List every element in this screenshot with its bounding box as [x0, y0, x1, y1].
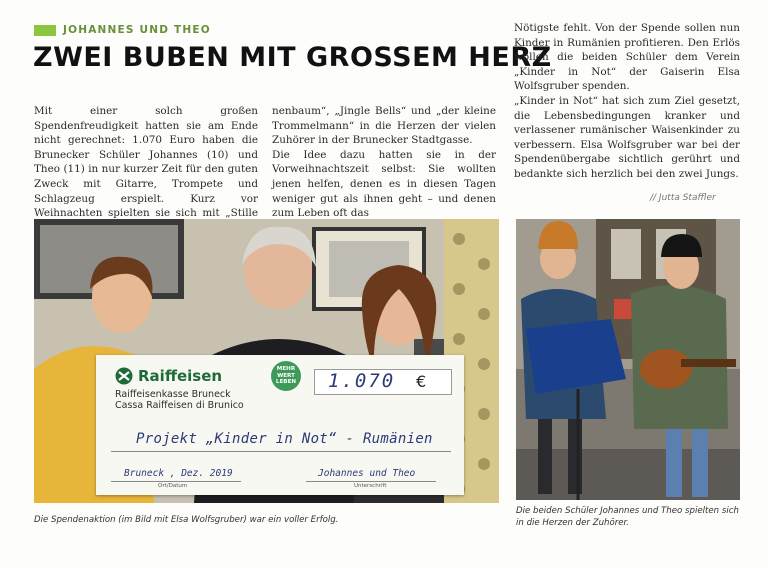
caption-photo-1: Die Spendenaktion (im Bild mit Elsa Wolfsgruber) war ein voller Erfolg.	[34, 515, 339, 525]
signature-label: Unterschrift	[354, 483, 387, 489]
column-2-paragraph-1: nenbaum“, „Jingle Bells“ und „der kleine Trommelmann“ in die Herzen der vielen Zuhörer in der Brunecker Stadtgasse.	[272, 105, 496, 147]
raiffeisen-gable-icon	[115, 367, 133, 385]
bank-branch	[115, 389, 244, 411]
mehr-wert-leben-badge: MEHR WERT LEBEN	[271, 361, 301, 391]
bank-line-1: Raiffeisenkasse Bruneck	[115, 389, 231, 400]
raiffeisen-logo	[115, 367, 222, 385]
column-2	[272, 104, 496, 221]
photo-street-performance	[516, 219, 740, 500]
check-amount: 1.070	[328, 370, 396, 392]
check-place-date: Bruneck , Dez. 2019	[124, 468, 233, 479]
check-purpose: Projekt „Kinder in Not“ - Rumänien	[136, 431, 433, 447]
signature-line	[306, 481, 436, 482]
currency-symbol: €	[416, 372, 427, 391]
column-3	[514, 21, 740, 182]
bank-name: Raiffeisen	[138, 367, 223, 385]
place-line	[111, 481, 241, 482]
donation-check	[96, 355, 464, 495]
place-label: Ort/Datum	[158, 483, 188, 489]
check-signature: Johannes und Theo	[318, 468, 416, 479]
bank-line-2: Cassa Raiffeisen di Brunico	[115, 400, 244, 411]
caption-photo-2: Die beiden Schüler Johannes und Theo spielten sich in die Herzen der Zuhörer.	[516, 506, 739, 528]
column-2-paragraph-2: Die Idee dazu hatten sie in der Vorweihnachtszeit selbst: Sie wollten jenen helfen, denen es in diesen Tagen weniger gut als ihnen geht – und denen zum Leben oft das	[272, 148, 496, 220]
column-1	[34, 104, 258, 235]
kicker-text: JOHANNES UND THEO	[63, 24, 211, 36]
kicker-bar	[34, 25, 56, 36]
byline: // Jutta Staffler	[650, 193, 716, 203]
column-3-paragraph-1: Nötigste fehlt. Von der Spende sollen nun Kinder in Rumänien profitieren. Den Erlös wollen die beiden Schüler dem Verein „Kinder in Not“ der Gaiserin Elsa Wolfsgruber spenden.	[514, 22, 740, 93]
photo-street-scene	[516, 219, 740, 500]
column-3-paragraph-2: „Kinder in Not“ hat sich zum Ziel gesetzt, die Lebensbedingungen kranker und verlassener rumänischer Waisenkinder zu verbessern. Elsa Wolfsgruber war bei der Spendenübergabe sichtlich gerührt und bedankte sich herzlich bei den zwei Jungs.	[514, 94, 740, 180]
kicker	[34, 24, 211, 36]
headline: ZWEI BUBEN MIT GROSSEM HERZ	[33, 42, 552, 73]
column-1-text: Mit einer solch großen Spendenfreudigkeit hatten sie am Ende nicht gerechnet: 1.070 Euro haben die Brunecker Schüler Johannes (10) und Theo (11) in nur kurzer Zeit für den guten Zweck mit Gitarre, Trompete und Schlagzeug erspielt. Kurz vor Weihnachten spielten sie sich mit „Stille	[34, 105, 258, 220]
purpose-line	[111, 451, 451, 452]
